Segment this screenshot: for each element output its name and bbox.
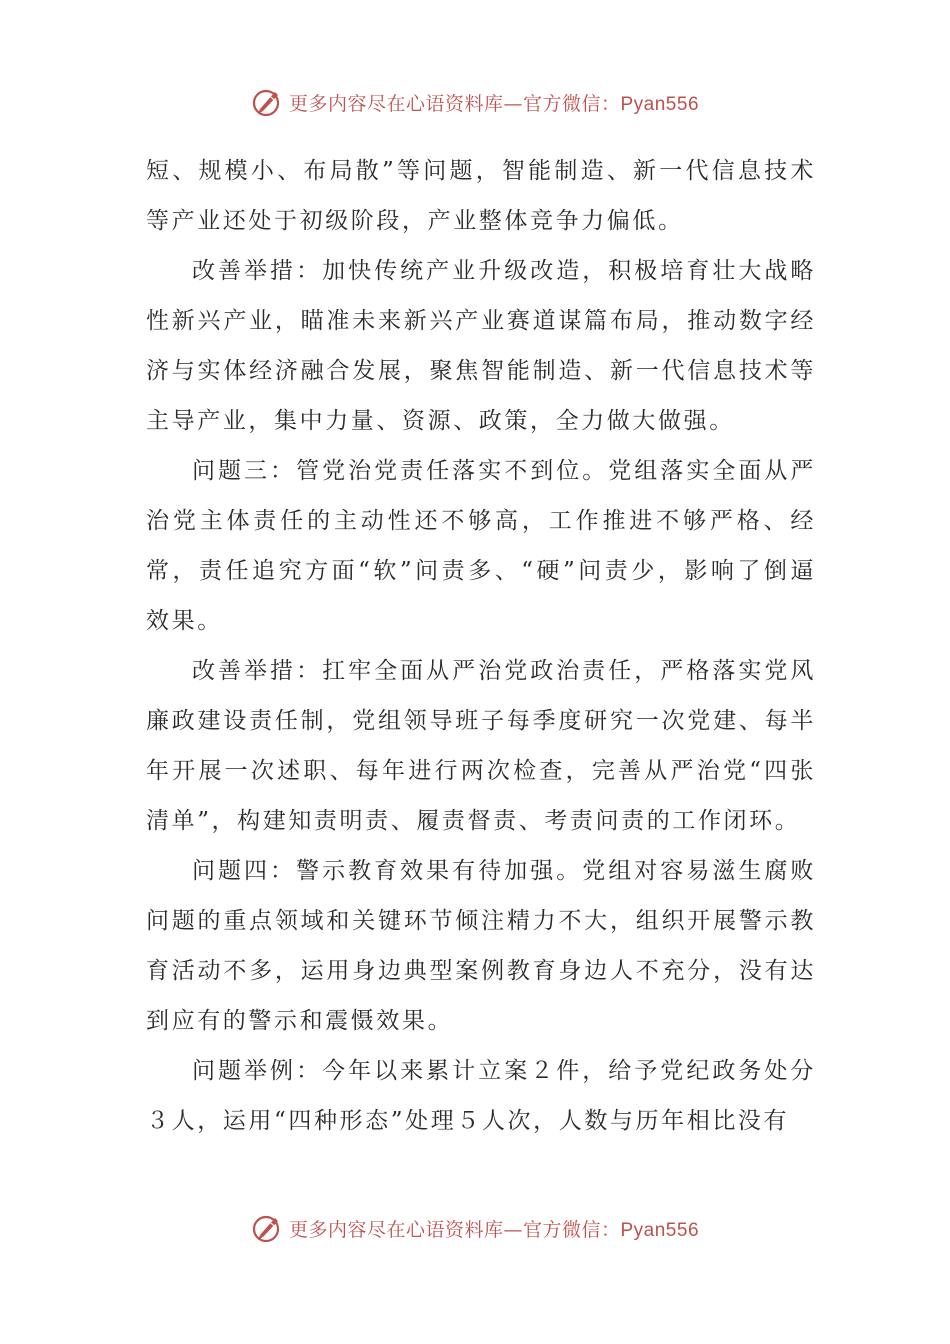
header-banner (0, 82, 950, 122)
header-wechat-id: Pyan556 (620, 93, 700, 115)
footer-separator: — (503, 1218, 523, 1241)
header-wechat-label: 官方微信： (522, 92, 621, 115)
quill-pen-circle-icon (251, 85, 285, 119)
quill-pen-circle-icon (251, 1211, 285, 1245)
header-brand-text: 更多内容尽在心语资料库 (288, 92, 504, 115)
document-body (146, 146, 816, 1146)
paragraph-issue-example: 问题举例：今年以来累计立案２件，给予党纪政务处分３人，运用“四种形态”处理５人次，人数与历年相比没有 (146, 1058, 816, 1134)
footer-banner (0, 1208, 950, 1248)
paragraph-improvement-measures-3: 改善举措：扛牢全面从严治党政治责任，严格落实党风廉政建设责任制，党组领导班子每季度研究一次党建、每半年开展一次述职、每年进行两次检查，完善从严治党“四张清单”，构建知责明责、履责督责、考责问责的工作闭环。 (146, 658, 816, 834)
footer-brand-text: 更多内容尽在心语资料库 (288, 1218, 504, 1241)
paragraph-continuation: 短、规模小、布局散”等问题，智能制造、新一代信息技术等产业还处于初级阶段，产业整体竞争力偏低。 (146, 158, 816, 234)
paragraph-issue-four: 问题四：警示教育效果有待加强。党组对容易滋生腐败问题的重点领域和关键环节倾注精力不大，组织开展警示教育活动不多，运用身边典型案例教育身边人不充分，没有达到应有的警示和震慑效果。 (146, 858, 816, 1034)
footer-wechat-id: Pyan556 (620, 1219, 700, 1241)
header-text (289, 89, 699, 116)
paragraph-improvement-measures-2: 改善举措：加快传统产业升级改造，积极培育壮大战略性新兴产业，瞄准未来新兴产业赛道谋篇布局，推动数字经济与实体经济融合发展，聚焦智能制造、新一代信息技术等主导产业，集中力量、资源、政策，全力做大做强。 (146, 258, 816, 434)
paragraph-issue-three: 问题三：管党治党责任落实不到位。党组落实全面从严治党主体责任的主动性还不够高，工作推进不够严格、经常，责任追究方面“软”问责多、“硬”问责少，影响了倒逼效果。 (146, 458, 816, 634)
footer-text (289, 1215, 699, 1242)
footer-wechat-label: 官方微信： (522, 1218, 621, 1241)
header-separator: — (503, 92, 523, 115)
